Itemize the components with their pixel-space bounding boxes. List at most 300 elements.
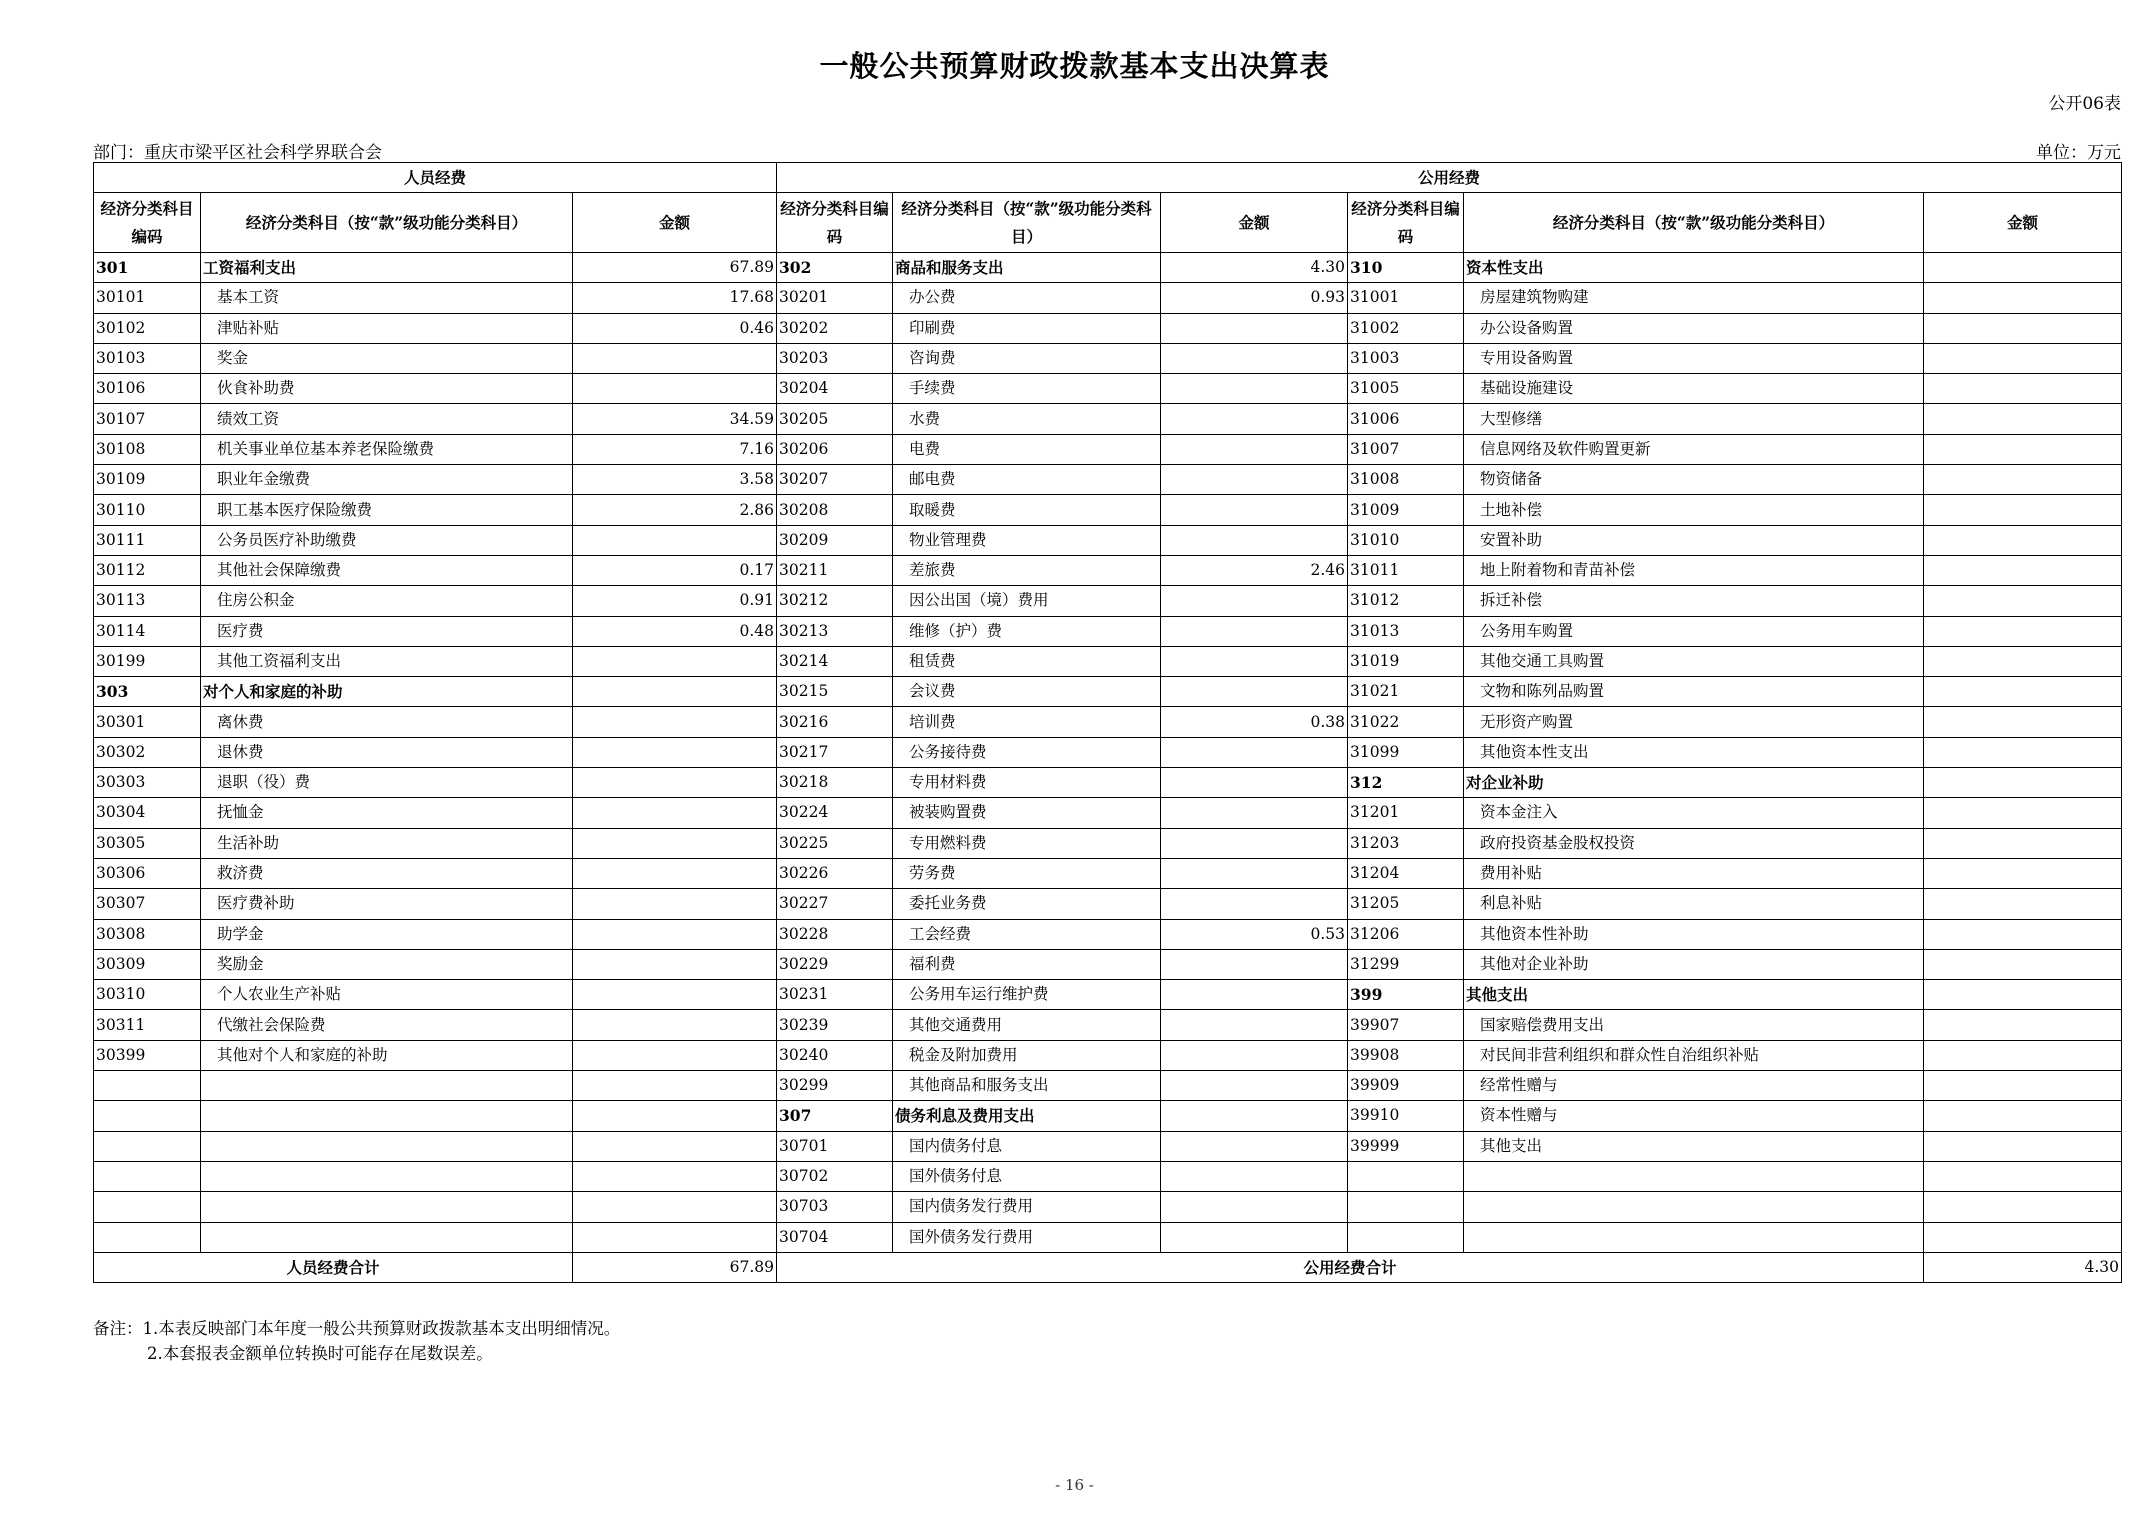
code-cell: 39908 bbox=[1348, 1040, 1464, 1070]
amount-cell bbox=[1161, 889, 1348, 919]
table-row bbox=[94, 313, 2122, 343]
name-cell: 物资储备 bbox=[1464, 465, 1924, 495]
amount-cell bbox=[1924, 525, 2122, 555]
col-code-header: 经济分类科目编码 bbox=[777, 193, 893, 253]
amount-cell bbox=[1161, 646, 1348, 676]
amount-cell bbox=[1924, 434, 2122, 464]
amount-cell: 0.17 bbox=[573, 555, 777, 585]
code-cell: 31021 bbox=[1348, 677, 1464, 707]
name-cell: 资本性赠与 bbox=[1464, 1101, 1924, 1131]
code-cell: 30307 bbox=[94, 889, 201, 919]
name-cell: 其他社会保障缴费 bbox=[201, 555, 573, 585]
table-row bbox=[94, 1192, 2122, 1222]
table-row bbox=[94, 1010, 2122, 1040]
name-cell bbox=[201, 1192, 573, 1222]
name-cell: 公务接待费 bbox=[893, 737, 1161, 767]
code-cell: 30229 bbox=[777, 949, 893, 979]
code-cell: 30225 bbox=[777, 828, 893, 858]
name-cell: 劳务费 bbox=[893, 858, 1161, 888]
code-cell: 30704 bbox=[777, 1222, 893, 1252]
name-cell: 职业年金缴费 bbox=[201, 465, 573, 495]
name-cell: 其他交通工具购置 bbox=[1464, 646, 1924, 676]
name-cell: 抚恤金 bbox=[201, 798, 573, 828]
code-cell: 30207 bbox=[777, 465, 893, 495]
amount-cell bbox=[1161, 949, 1348, 979]
col-amount-header: 金额 bbox=[573, 193, 777, 253]
name-cell: 其他工资福利支出 bbox=[201, 646, 573, 676]
code-cell: 30208 bbox=[777, 495, 893, 525]
name-cell: 文物和陈列品购置 bbox=[1464, 677, 1924, 707]
amount-cell bbox=[1924, 828, 2122, 858]
amount-cell bbox=[1924, 737, 2122, 767]
amount-cell bbox=[1924, 768, 2122, 798]
amount-cell bbox=[1924, 980, 2122, 1010]
code-cell bbox=[94, 1192, 201, 1222]
code-cell: 31003 bbox=[1348, 343, 1464, 373]
code-cell: 30303 bbox=[94, 768, 201, 798]
name-cell: 工会经费 bbox=[893, 919, 1161, 949]
amount-cell bbox=[1924, 404, 2122, 434]
name-cell: 政府投资基金股权投资 bbox=[1464, 828, 1924, 858]
name-cell: 租赁费 bbox=[893, 646, 1161, 676]
amount-cell bbox=[573, 1161, 777, 1191]
name-cell: 办公费 bbox=[893, 283, 1161, 313]
table-row bbox=[94, 253, 2122, 283]
amount-cell: 34.59 bbox=[573, 404, 777, 434]
amount-cell bbox=[1924, 313, 2122, 343]
name-cell: 专用设备购置 bbox=[1464, 343, 1924, 373]
amount-cell bbox=[573, 646, 777, 676]
amount-cell: 4.30 bbox=[1161, 253, 1348, 283]
name-cell: 印刷费 bbox=[893, 313, 1161, 343]
amount-cell bbox=[1924, 616, 2122, 646]
name-cell: 奖励金 bbox=[201, 949, 573, 979]
name-cell: 公务员医疗补助缴费 bbox=[201, 525, 573, 555]
personnel-header: 人员经费 bbox=[94, 163, 777, 193]
amount-cell bbox=[573, 798, 777, 828]
name-cell: 助学金 bbox=[201, 919, 573, 949]
name-cell bbox=[201, 1101, 573, 1131]
name-cell: 资本金注入 bbox=[1464, 798, 1924, 828]
table-row bbox=[94, 707, 2122, 737]
amount-cell bbox=[573, 889, 777, 919]
table-row bbox=[94, 1222, 2122, 1252]
amount-cell bbox=[1924, 1222, 2122, 1252]
amount-cell bbox=[1161, 1040, 1348, 1070]
amount-cell bbox=[1924, 283, 2122, 313]
name-cell bbox=[201, 1222, 573, 1252]
table-row bbox=[94, 1101, 2122, 1131]
code-cell: 30211 bbox=[777, 555, 893, 585]
code-cell: 30226 bbox=[777, 858, 893, 888]
amount-cell bbox=[573, 737, 777, 767]
name-cell: 费用补贴 bbox=[1464, 858, 1924, 888]
code-cell: 399 bbox=[1348, 980, 1464, 1010]
code-cell: 30103 bbox=[94, 343, 201, 373]
form-number: 公开06表 bbox=[2048, 94, 2121, 114]
table-row bbox=[94, 889, 2122, 919]
amount-cell bbox=[573, 980, 777, 1010]
amount-cell bbox=[1161, 374, 1348, 404]
name-cell bbox=[201, 1161, 573, 1191]
name-cell: 咨询费 bbox=[893, 343, 1161, 373]
amount-cell bbox=[1161, 677, 1348, 707]
code-cell: 30218 bbox=[777, 768, 893, 798]
amount-cell: 3.58 bbox=[573, 465, 777, 495]
note-line-1: 备注：1.本表反映部门本年度一般公共预算财政拨款基本支出明细情况。 bbox=[93, 1319, 621, 1338]
table-row bbox=[94, 374, 2122, 404]
amount-cell bbox=[1924, 858, 2122, 888]
amount-cell bbox=[1924, 1101, 2122, 1131]
amount-cell bbox=[1924, 555, 2122, 585]
personnel-total-amount: 67.89 bbox=[573, 1252, 777, 1282]
note-line-2: 2.本套报表金额单位转换时可能存在尾数误差。 bbox=[147, 1344, 493, 1363]
code-cell: 30113 bbox=[94, 586, 201, 616]
code-cell: 30199 bbox=[94, 646, 201, 676]
code-cell: 31299 bbox=[1348, 949, 1464, 979]
name-cell: 其他资本性支出 bbox=[1464, 737, 1924, 767]
amount-cell bbox=[573, 707, 777, 737]
name-cell: 救济费 bbox=[201, 858, 573, 888]
code-cell: 31002 bbox=[1348, 313, 1464, 343]
code-cell: 30216 bbox=[777, 707, 893, 737]
amount-cell bbox=[1924, 1131, 2122, 1161]
name-cell: 医疗费 bbox=[201, 616, 573, 646]
table-row bbox=[94, 586, 2122, 616]
table-row bbox=[94, 919, 2122, 949]
amount-cell: 0.46 bbox=[573, 313, 777, 343]
name-cell: 国外债务付息 bbox=[893, 1161, 1161, 1191]
amount-cell bbox=[1924, 798, 2122, 828]
amount-cell: 2.46 bbox=[1161, 555, 1348, 585]
public-total-label: 公用经费合计 bbox=[777, 1252, 1924, 1282]
name-cell: 差旅费 bbox=[893, 555, 1161, 585]
code-cell bbox=[1348, 1161, 1464, 1191]
code-cell: 30217 bbox=[777, 737, 893, 767]
code-cell: 30201 bbox=[777, 283, 893, 313]
table-row bbox=[94, 828, 2122, 858]
name-cell: 其他交通费用 bbox=[893, 1010, 1161, 1040]
amount-cell bbox=[1924, 586, 2122, 616]
code-cell: 30305 bbox=[94, 828, 201, 858]
table-row bbox=[94, 283, 2122, 313]
code-cell: 31019 bbox=[1348, 646, 1464, 676]
code-cell: 31206 bbox=[1348, 919, 1464, 949]
amount-cell: 0.91 bbox=[573, 586, 777, 616]
table-row bbox=[94, 798, 2122, 828]
amount-cell bbox=[1924, 889, 2122, 919]
name-cell: 医疗费补助 bbox=[201, 889, 573, 919]
col-name-header: 经济分类科目（按“款”级功能分类科目） bbox=[893, 193, 1161, 253]
name-cell: 国家赔偿费用支出 bbox=[1464, 1010, 1924, 1040]
code-cell bbox=[1348, 1222, 1464, 1252]
code-cell bbox=[94, 1071, 201, 1101]
table-row bbox=[94, 737, 2122, 767]
code-cell: 30203 bbox=[777, 343, 893, 373]
amount-cell bbox=[1924, 707, 2122, 737]
code-cell: 30108 bbox=[94, 434, 201, 464]
name-cell: 其他支出 bbox=[1464, 1131, 1924, 1161]
amount-cell bbox=[1161, 343, 1348, 373]
code-cell: 30111 bbox=[94, 525, 201, 555]
unit-label: 单位：万元 bbox=[2036, 143, 2121, 163]
code-cell: 31006 bbox=[1348, 404, 1464, 434]
code-cell: 30213 bbox=[777, 616, 893, 646]
name-cell: 奖金 bbox=[201, 343, 573, 373]
amount-cell bbox=[573, 919, 777, 949]
code-cell: 31001 bbox=[1348, 283, 1464, 313]
name-cell: 其他商品和服务支出 bbox=[893, 1071, 1161, 1101]
amount-cell bbox=[573, 525, 777, 555]
table-row bbox=[94, 495, 2122, 525]
name-cell: 维修（护）费 bbox=[893, 616, 1161, 646]
code-cell: 31005 bbox=[1348, 374, 1464, 404]
code-cell: 31012 bbox=[1348, 586, 1464, 616]
name-cell: 资本性支出 bbox=[1464, 253, 1924, 283]
notes bbox=[93, 1316, 620, 1366]
name-cell: 基本工资 bbox=[201, 283, 573, 313]
name-cell: 手续费 bbox=[893, 374, 1161, 404]
code-cell: 31008 bbox=[1348, 465, 1464, 495]
name-cell: 代缴社会保险费 bbox=[201, 1010, 573, 1040]
name-cell: 住房公积金 bbox=[201, 586, 573, 616]
table-row bbox=[94, 465, 2122, 495]
code-cell: 30701 bbox=[777, 1131, 893, 1161]
name-cell: 土地补偿 bbox=[1464, 495, 1924, 525]
name-cell: 机关事业单位基本养老保险缴费 bbox=[201, 434, 573, 464]
code-cell: 30702 bbox=[777, 1161, 893, 1191]
amount-cell bbox=[573, 1010, 777, 1040]
name-cell: 利息补贴 bbox=[1464, 889, 1924, 919]
name-cell: 退休费 bbox=[201, 737, 573, 767]
amount-cell bbox=[1161, 768, 1348, 798]
table-row bbox=[94, 616, 2122, 646]
col-code-header: 经济分类科目编码 bbox=[1348, 193, 1464, 253]
code-cell: 30206 bbox=[777, 434, 893, 464]
name-cell: 对民间非营利组织和群众性自治组织补贴 bbox=[1464, 1040, 1924, 1070]
amount-cell bbox=[1161, 495, 1348, 525]
col-name-header: 经济分类科目（按“款”级功能分类科目） bbox=[201, 193, 573, 253]
name-cell: 国内债务发行费用 bbox=[893, 1192, 1161, 1222]
table-row bbox=[94, 1161, 2122, 1191]
code-cell: 30301 bbox=[94, 707, 201, 737]
name-cell: 福利费 bbox=[893, 949, 1161, 979]
code-cell: 30228 bbox=[777, 919, 893, 949]
name-cell: 工资福利支出 bbox=[201, 253, 573, 283]
name-cell: 水费 bbox=[893, 404, 1161, 434]
code-cell: 30110 bbox=[94, 495, 201, 525]
public-total-amount: 4.30 bbox=[1924, 1252, 2122, 1282]
name-cell: 公务用车购置 bbox=[1464, 616, 1924, 646]
name-cell: 其他对个人和家庭的补助 bbox=[201, 1040, 573, 1070]
amount-cell bbox=[1161, 465, 1348, 495]
amount-cell: 0.93 bbox=[1161, 283, 1348, 313]
code-cell: 303 bbox=[94, 677, 201, 707]
name-cell bbox=[201, 1131, 573, 1161]
name-cell: 专用燃料费 bbox=[893, 828, 1161, 858]
amount-cell bbox=[1924, 1010, 2122, 1040]
col-name-header: 经济分类科目（按“款”级功能分类科目） bbox=[1464, 193, 1924, 253]
name-cell: 取暖费 bbox=[893, 495, 1161, 525]
code-cell: 31022 bbox=[1348, 707, 1464, 737]
amount-cell bbox=[573, 1040, 777, 1070]
amount-cell bbox=[573, 828, 777, 858]
code-cell: 30306 bbox=[94, 858, 201, 888]
name-cell: 物业管理费 bbox=[893, 525, 1161, 555]
code-cell: 30703 bbox=[777, 1192, 893, 1222]
amount-cell bbox=[1924, 919, 2122, 949]
code-cell: 30109 bbox=[94, 465, 201, 495]
amount-cell bbox=[1924, 1040, 2122, 1070]
code-cell: 30239 bbox=[777, 1010, 893, 1040]
name-cell: 培训费 bbox=[893, 707, 1161, 737]
department-label: 部门：重庆市梁平区社会科学界联合会 bbox=[93, 143, 382, 163]
name-cell: 商品和服务支出 bbox=[893, 253, 1161, 283]
code-cell: 39999 bbox=[1348, 1131, 1464, 1161]
name-cell: 办公设备购置 bbox=[1464, 313, 1924, 343]
code-cell: 31204 bbox=[1348, 858, 1464, 888]
code-cell: 31099 bbox=[1348, 737, 1464, 767]
amount-cell bbox=[1161, 980, 1348, 1010]
code-cell: 39910 bbox=[1348, 1101, 1464, 1131]
name-cell: 其他对企业补助 bbox=[1464, 949, 1924, 979]
name-cell: 无形资产购置 bbox=[1464, 707, 1924, 737]
code-cell: 31010 bbox=[1348, 525, 1464, 555]
code-cell: 30205 bbox=[777, 404, 893, 434]
name-cell: 个人农业生产补贴 bbox=[201, 980, 573, 1010]
code-cell: 30311 bbox=[94, 1010, 201, 1040]
amount-cell bbox=[573, 374, 777, 404]
code-cell: 30240 bbox=[777, 1040, 893, 1070]
code-cell: 30112 bbox=[94, 555, 201, 585]
table-row bbox=[94, 949, 2122, 979]
name-cell: 基础设施建设 bbox=[1464, 374, 1924, 404]
table-row bbox=[94, 646, 2122, 676]
amount-cell bbox=[573, 768, 777, 798]
name-cell bbox=[201, 1071, 573, 1101]
code-cell: 301 bbox=[94, 253, 201, 283]
code-cell: 30212 bbox=[777, 586, 893, 616]
name-cell: 经常性赠与 bbox=[1464, 1071, 1924, 1101]
code-cell: 30209 bbox=[777, 525, 893, 555]
code-cell: 31205 bbox=[1348, 889, 1464, 919]
personnel-total-label: 人员经费合计 bbox=[94, 1252, 573, 1282]
name-cell: 退职（役）费 bbox=[201, 768, 573, 798]
amount-cell bbox=[573, 1101, 777, 1131]
code-cell: 31203 bbox=[1348, 828, 1464, 858]
public-header: 公用经费 bbox=[777, 163, 2122, 193]
code-cell bbox=[1348, 1192, 1464, 1222]
page-title: 一般公共预算财政拨款基本支出决算表 bbox=[819, 49, 1330, 83]
name-cell: 公务用车运行维护费 bbox=[893, 980, 1161, 1010]
name-cell bbox=[1464, 1161, 1924, 1191]
amount-cell bbox=[1924, 1161, 2122, 1191]
code-cell: 30310 bbox=[94, 980, 201, 1010]
amount-cell: 0.38 bbox=[1161, 707, 1348, 737]
table-row bbox=[94, 343, 2122, 373]
amount-cell bbox=[573, 949, 777, 979]
code-cell: 302 bbox=[777, 253, 893, 283]
name-cell: 国外债务发行费用 bbox=[893, 1222, 1161, 1252]
amount-cell bbox=[1161, 1071, 1348, 1101]
col-code-header: 经济分类科目编码 bbox=[94, 193, 201, 253]
name-cell bbox=[1464, 1192, 1924, 1222]
amount-cell bbox=[573, 1222, 777, 1252]
name-cell: 对企业补助 bbox=[1464, 768, 1924, 798]
code-cell: 310 bbox=[1348, 253, 1464, 283]
code-cell: 30227 bbox=[777, 889, 893, 919]
name-cell: 绩效工资 bbox=[201, 404, 573, 434]
name-cell: 因公出国（境）费用 bbox=[893, 586, 1161, 616]
amount-cell bbox=[573, 677, 777, 707]
code-cell: 30107 bbox=[94, 404, 201, 434]
code-cell: 30231 bbox=[777, 980, 893, 1010]
amount-cell bbox=[1924, 1192, 2122, 1222]
name-cell: 信息网络及软件购置更新 bbox=[1464, 434, 1924, 464]
amount-cell bbox=[573, 858, 777, 888]
amount-cell: 2.86 bbox=[573, 495, 777, 525]
col-amount-header: 金额 bbox=[1161, 193, 1348, 253]
amount-cell bbox=[1924, 677, 2122, 707]
name-cell: 伙食补助费 bbox=[201, 374, 573, 404]
name-cell: 会议费 bbox=[893, 677, 1161, 707]
amount-cell bbox=[1161, 737, 1348, 767]
code-cell: 30224 bbox=[777, 798, 893, 828]
amount-cell bbox=[1924, 1071, 2122, 1101]
table-row bbox=[94, 434, 2122, 464]
code-cell: 30215 bbox=[777, 677, 893, 707]
amount-cell bbox=[1161, 1131, 1348, 1161]
code-cell bbox=[94, 1131, 201, 1161]
amount-cell bbox=[573, 1192, 777, 1222]
code-cell: 30214 bbox=[777, 646, 893, 676]
code-cell: 30309 bbox=[94, 949, 201, 979]
name-cell bbox=[1464, 1222, 1924, 1252]
amount-cell bbox=[1924, 374, 2122, 404]
amount-cell bbox=[573, 343, 777, 373]
name-cell: 委托业务费 bbox=[893, 889, 1161, 919]
name-cell: 其他支出 bbox=[1464, 980, 1924, 1010]
code-cell: 30114 bbox=[94, 616, 201, 646]
amount-cell bbox=[1161, 798, 1348, 828]
amount-cell bbox=[1161, 313, 1348, 343]
name-cell: 债务利息及费用支出 bbox=[893, 1101, 1161, 1131]
code-cell: 30106 bbox=[94, 374, 201, 404]
name-cell: 电费 bbox=[893, 434, 1161, 464]
code-cell: 31013 bbox=[1348, 616, 1464, 646]
code-cell: 312 bbox=[1348, 768, 1464, 798]
amount-cell: 0.48 bbox=[573, 616, 777, 646]
code-cell: 31009 bbox=[1348, 495, 1464, 525]
name-cell: 邮电费 bbox=[893, 465, 1161, 495]
code-cell: 307 bbox=[777, 1101, 893, 1131]
table-row bbox=[94, 525, 2122, 555]
code-cell: 30299 bbox=[777, 1071, 893, 1101]
amount-cell bbox=[1161, 616, 1348, 646]
name-cell: 安置补助 bbox=[1464, 525, 1924, 555]
amount-cell bbox=[573, 1071, 777, 1101]
name-cell: 专用材料费 bbox=[893, 768, 1161, 798]
name-cell: 国内债务付息 bbox=[893, 1131, 1161, 1161]
amount-cell bbox=[1161, 434, 1348, 464]
table-row bbox=[94, 404, 2122, 434]
name-cell: 津贴补贴 bbox=[201, 313, 573, 343]
name-cell: 大型修缮 bbox=[1464, 404, 1924, 434]
name-cell: 房屋建筑物购建 bbox=[1464, 283, 1924, 313]
amount-cell: 0.53 bbox=[1161, 919, 1348, 949]
amount-cell bbox=[1924, 949, 2122, 979]
table-row bbox=[94, 980, 2122, 1010]
